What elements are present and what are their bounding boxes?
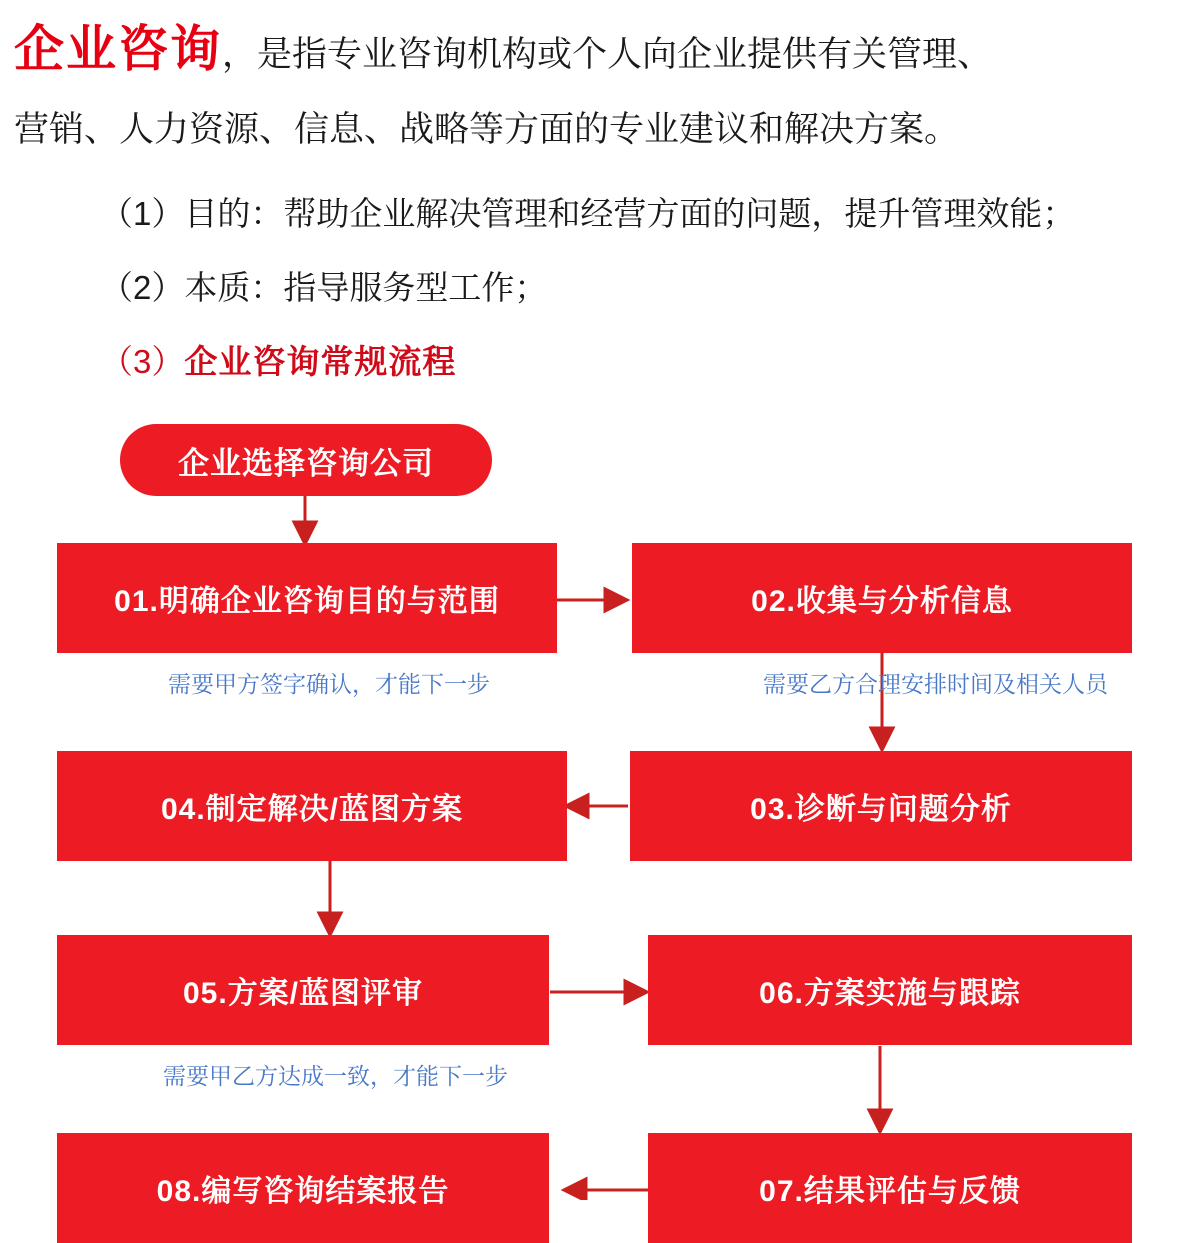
point-number-3: （3） — [100, 343, 185, 380]
flow-node-start[interactable]: 企业选择咨询公司 — [120, 424, 492, 496]
flow-node-08[interactable]: 08.编写咨询结案报告 — [57, 1133, 549, 1243]
flow-node-05[interactable]: 05.方案/蓝图评审 — [57, 935, 549, 1045]
page-title: 企业咨询 — [14, 21, 222, 77]
flow-node-03[interactable]: 03.诊断与问题分析 — [630, 751, 1132, 861]
intro-line-1 — [14, 10, 1189, 94]
intro-line-2: 营销、人力资源、信息、战略等方面的专业建议和解决方案。 — [14, 110, 960, 149]
flow-note-2: 需要乙方合理安排时间及相关人员 — [763, 671, 1108, 697]
point-item-1 — [100, 188, 1075, 235]
point-item-2 — [100, 262, 547, 309]
point-text-1: 目的：帮助企业解决管理和经营方面的问题，提升管理效能； — [184, 195, 1076, 232]
flow-node-04[interactable]: 04.制定解决/蓝图方案 — [57, 751, 567, 861]
flow-node-02[interactable]: 02.收集与分析信息 — [632, 543, 1132, 653]
intro-line-1-rest: ，是指专业咨询机构或个人向企业提供有关管理、 — [222, 35, 993, 74]
flow-node-07[interactable]: 07.结果评估与反馈 — [648, 1133, 1132, 1243]
intro-paragraph — [14, 10, 1189, 166]
point-number-1: （1） — [100, 195, 185, 232]
point-text-3: 企业咨询常规流程 — [184, 343, 457, 380]
flow-note-1: 需要甲方签字确认，才能下一步 — [168, 671, 490, 697]
point-text-2: 本质：指导服务型工作； — [184, 269, 548, 306]
point-number-2: （2） — [100, 269, 185, 306]
flow-note-3: 需要甲乙方达成一致，才能下一步 — [163, 1063, 508, 1089]
flow-node-06[interactable]: 06.方案实施与跟踪 — [648, 935, 1132, 1045]
flowchart — [0, 400, 1200, 1208]
flow-node-01[interactable]: 01.明确企业咨询目的与范围 — [57, 543, 557, 653]
point-item-3 — [100, 336, 456, 383]
